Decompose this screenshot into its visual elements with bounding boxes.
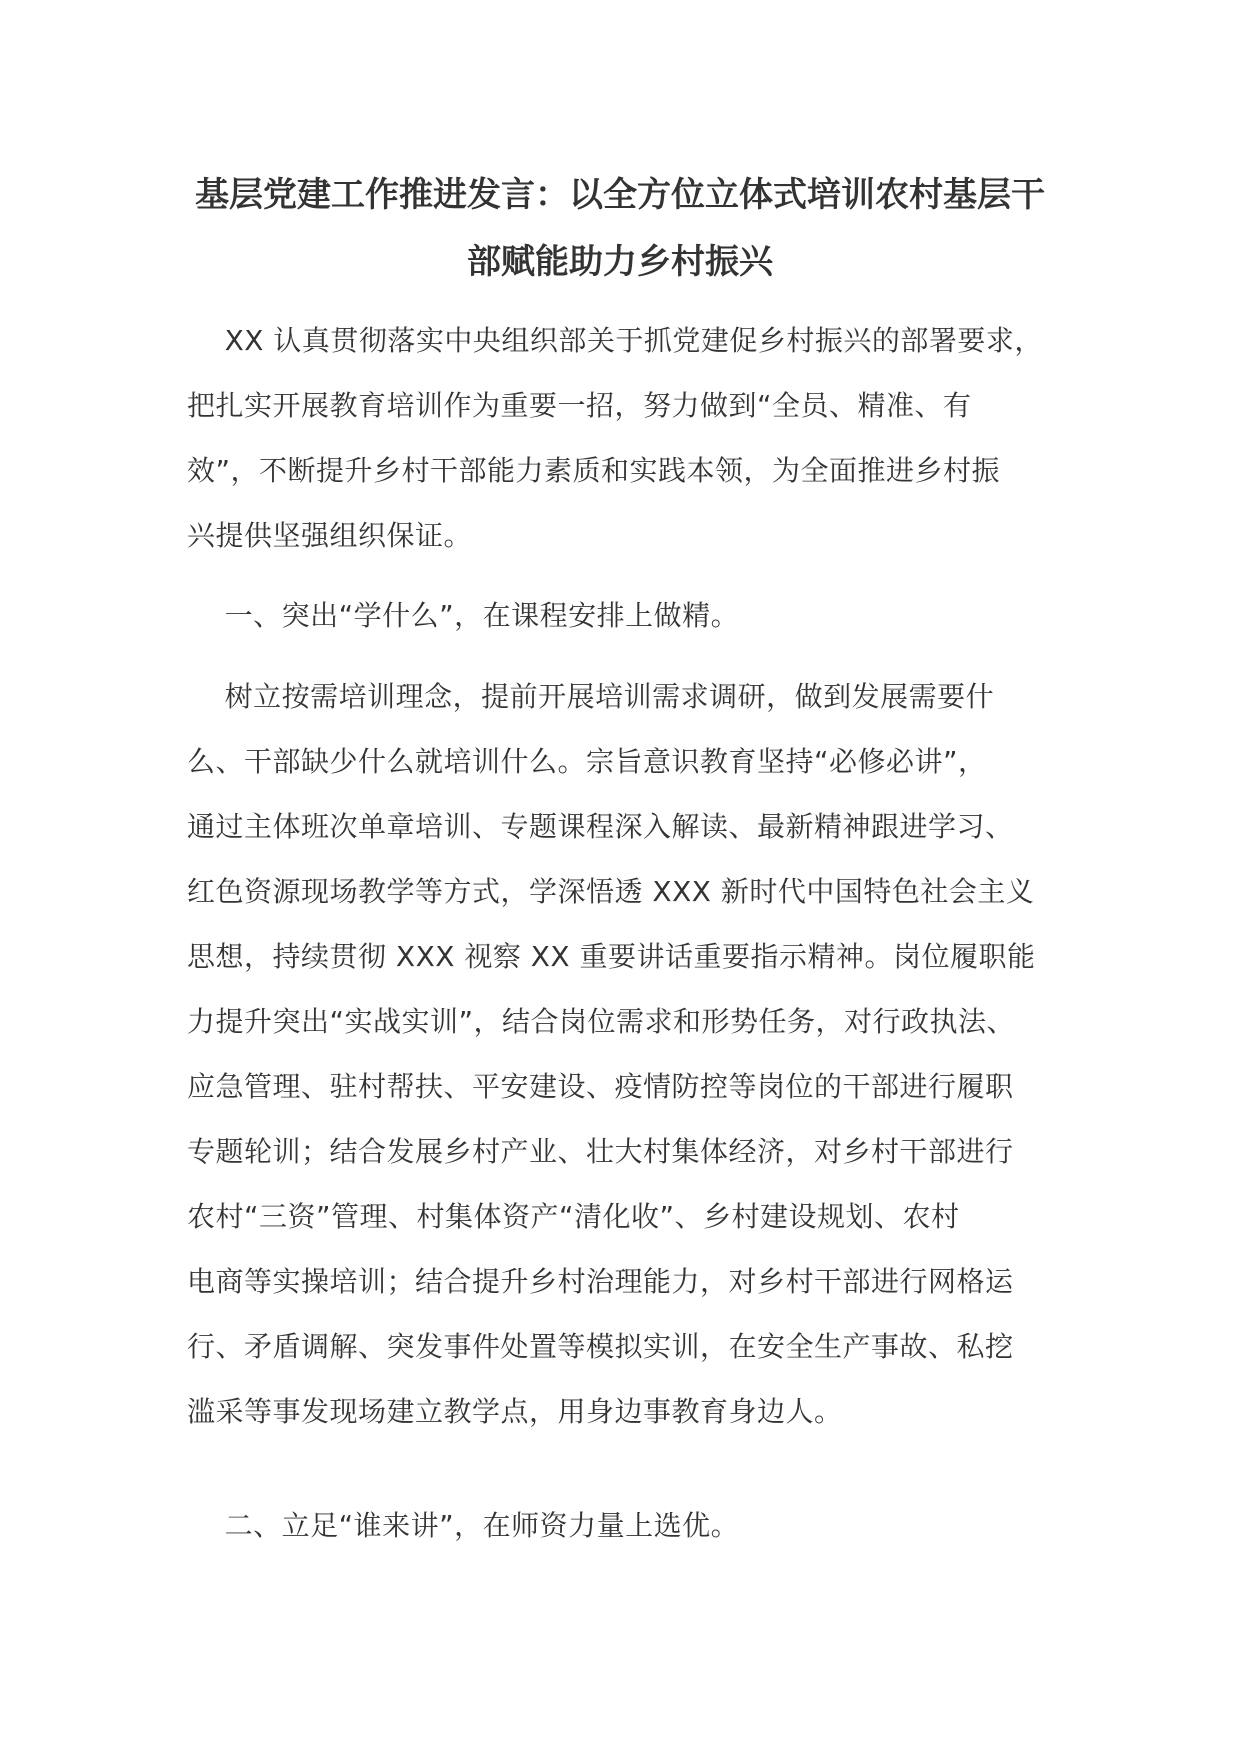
section-heading-2: 二、立足“谁来讲”，在师资力量上选优。 bbox=[187, 1509, 740, 1542]
paragraph-intro: XX 认真贯彻落实中央组织部关于抓党建促乡村振兴的部署要求， 把扎实开展教育培训作为重要一招，努力做到“全员、精准、有 效”，不断提升乡村干部能力素质和实践本领，为全面推进乡村振 兴提供坚强组织保证。 bbox=[187, 324, 1043, 552]
paragraph-section-1: 树立按需培训理念，提前开展培训需求调研，做到发展需要什 么、干部缺少什么就培训什么。宗旨意识教育坚持“必修必讲”， 通过主体班次单章培训、专题课程深入解读、最新精神跟进学习、 红色资源现场教学等方式，学深悟透 XXX 新时代中国特色社会主义 思想，持续贯彻 XXX 视察 XX 重要讲话重要指示精神。岗位履职能 力提升突出“实战实训”，结合岗位需求和形势任务，对行政执法、 应急管理、驻村帮扶、平安建设、疫情防控等岗位的干部进行履职 专题轮训；结合发展乡村产业、壮大村集体经济，对乡村干部进行 农村“三资”管理、村集体资产“清化收”、乡村建设规划、农村 电商等实操培训；结合提升乡村治理能力，对乡村干部进行网格运 行、矛盾调解、突发事件处置等模拟实训，在安全生产事故、私挖 滥采等事发现场建立教学点，用身边事教育身边人。 bbox=[187, 680, 1036, 1428]
section-heading-1: 一、突出“学什么”，在课程安排上做精。 bbox=[187, 599, 740, 632]
document-title-line-1: 基层党建工作推进发言：以全方位立体式培训农村基层干 bbox=[195, 175, 1045, 215]
document-title-line-2: 部赋能助力乡村振兴 bbox=[467, 242, 773, 282]
